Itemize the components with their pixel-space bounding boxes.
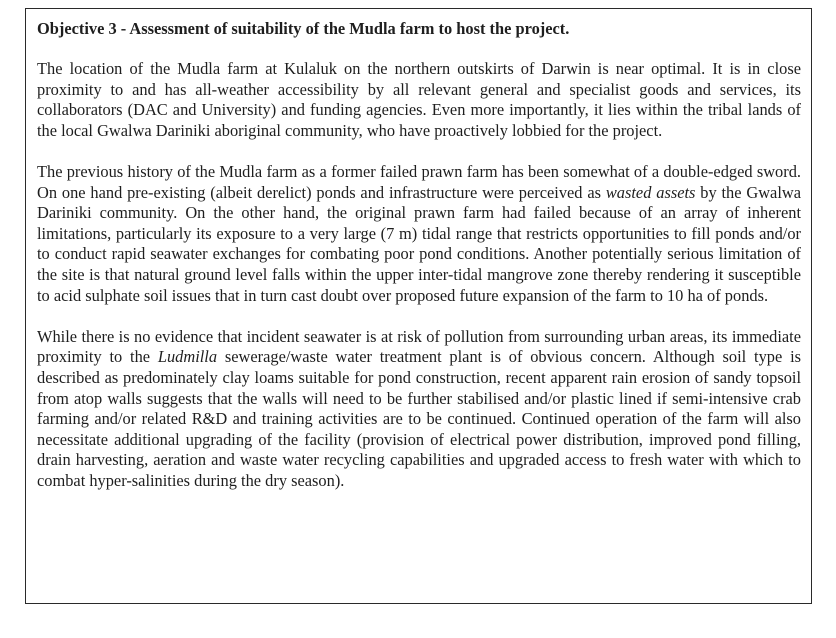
paragraph-pollution (37, 327, 801, 492)
emphasis-text: wasted assets (605, 182, 696, 202)
paragraph-text: by the Gwalwa Dariniki community. On the other hand, the original prawn farm had failed because of an array of inherent limitations, particularly its exposure to a very large (7 m) tidal range that restricts opportunities to fill ponds and/or to conduct rapid seawater exchanges for combating poor pond conditions. Another potentially serious limitation of the site is that natural ground level falls within the upper inter-tidal mangrove zone thereby rendering it susceptible to acid sulphate soil issues that in turn cast doubt over proposed future expansion of the farm to 10 ha of ponds. (37, 182, 801, 305)
paragraph-history (37, 162, 801, 306)
paragraph-text: sewerage/waste water treatment plant is of obvious concern. Although soil type is described as predominately clay loams suitable for pond construction, recent apparent rain erosion of sandy topsoil from atop walls suggests that the walls will need to be further stabilised and/or plastic lined if semi-intensive crab farming and/or related R&D and training activities are to be continued. Continued operation of the farm will also necessitate additional upgrading of the facility (provision of electrical power distribution, improved pond filling, drain harvesting, aeration and waste water recycling capabilities and upgraded access to fresh water with which to combat hyper-salinities during the dry season). (37, 347, 801, 490)
emphasis-text: Ludmilla (157, 347, 218, 367)
document-box (25, 8, 812, 604)
section-heading: Objective 3 - Assessment of suitability of the Mudla farm to host the project. (37, 19, 570, 38)
paragraph-text: While there is no evidence that incident seawater is at risk of pollution from surrounding urban areas, its immediate proximity to the (37, 326, 801, 367)
paragraph-text: The location of the Mudla farm at Kulaluk on the northern outskirts of Darwin is near optimal. It is in close proximity to and has all-weather accessibility by all relevant general and specialist goods and services, its collaborators (DAC and University) and funding agencies. Even more importantly, it lies within the tribal lands of the local Gwalwa Dariniki aboriginal community, who have proactively lobbied for the project. (37, 59, 801, 140)
paragraph-text: The previous history of the Mudla farm as a former failed prawn farm has been somewhat of a double-edged sword. On one hand pre-existing (albeit derelict) ponds and infrastructure were perceived as (37, 161, 801, 202)
paragraph-location (37, 59, 801, 141)
